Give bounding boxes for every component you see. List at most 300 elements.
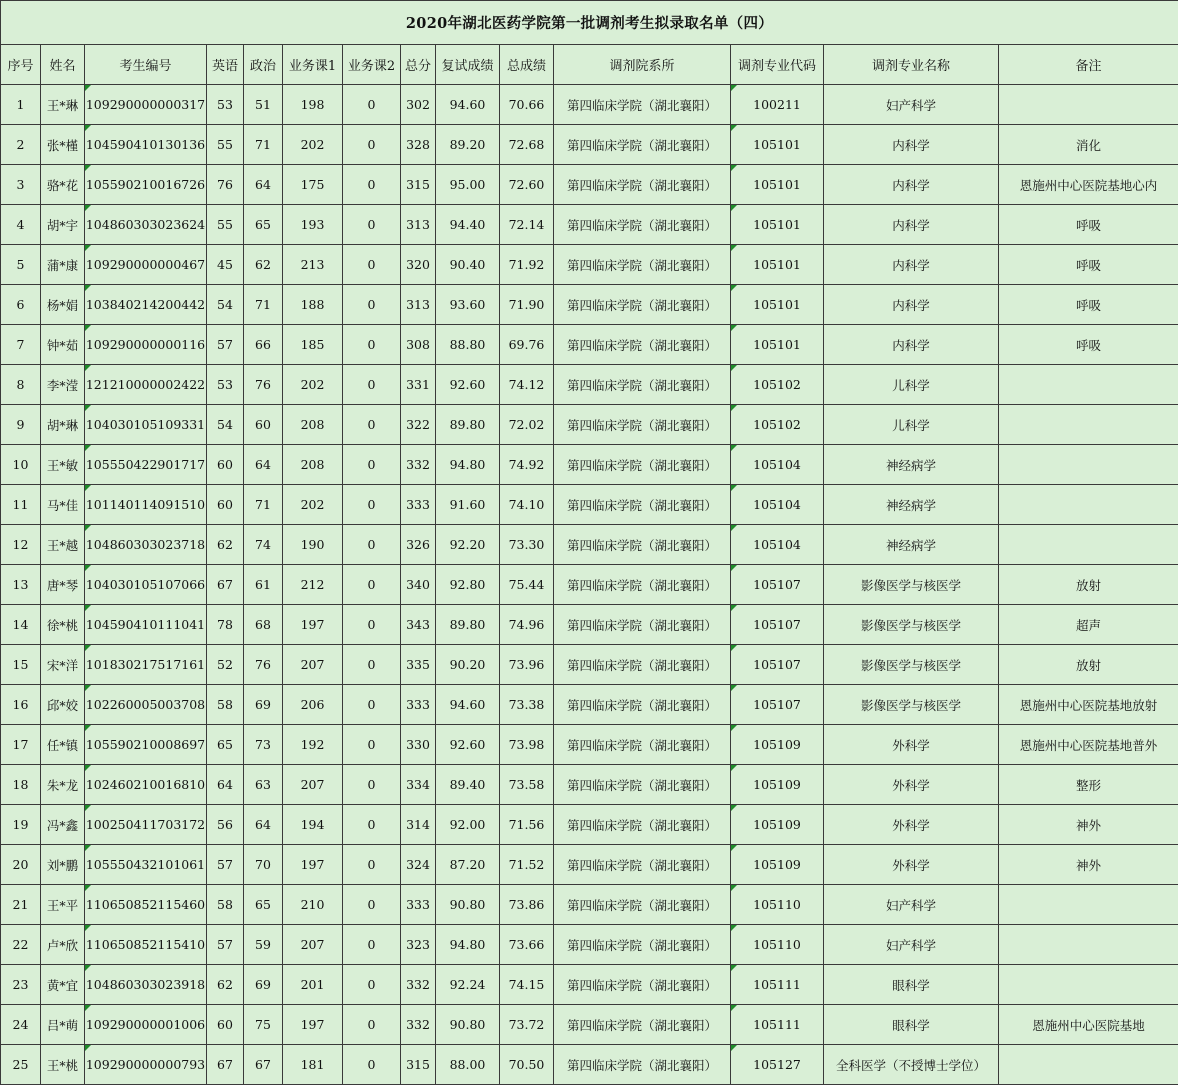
cell-total[interactable]: 333 bbox=[401, 485, 436, 525]
cell-seq[interactable]: 20 bbox=[1, 845, 41, 885]
cell-final-score[interactable]: 74.92 bbox=[500, 445, 554, 485]
cell-total[interactable]: 343 bbox=[401, 605, 436, 645]
cell-name[interactable]: 王*桃 bbox=[41, 1045, 85, 1085]
cell-major-code[interactable]: 105101 bbox=[731, 325, 824, 365]
cell-retest-score[interactable]: 93.60 bbox=[436, 285, 500, 325]
cell-remark[interactable] bbox=[999, 1045, 1178, 1085]
cell-politics[interactable]: 59 bbox=[244, 925, 283, 965]
cell-english[interactable]: 62 bbox=[207, 965, 244, 1005]
cell-remark[interactable]: 超声 bbox=[999, 605, 1178, 645]
cell-english[interactable]: 64 bbox=[207, 765, 244, 805]
cell-course1[interactable]: 193 bbox=[283, 205, 343, 245]
cell-course2[interactable]: 0 bbox=[343, 645, 401, 685]
cell-retest-score[interactable]: 92.20 bbox=[436, 525, 500, 565]
cell-exam-id[interactable]: 102460210016810 bbox=[85, 765, 207, 805]
cell-major-name[interactable]: 神经病学 bbox=[824, 525, 999, 565]
cell-exam-id[interactable]: 104860303023718 bbox=[85, 525, 207, 565]
cell-course2[interactable]: 0 bbox=[343, 445, 401, 485]
cell-total[interactable]: 322 bbox=[401, 405, 436, 445]
cell-department[interactable]: 第四临床学院（湖北襄阳） bbox=[554, 645, 731, 685]
cell-department[interactable]: 第四临床学院（湖北襄阳） bbox=[554, 565, 731, 605]
cell-politics[interactable]: 70 bbox=[244, 845, 283, 885]
cell-total[interactable]: 315 bbox=[401, 165, 436, 205]
cell-final-score[interactable]: 72.60 bbox=[500, 165, 554, 205]
cell-name[interactable]: 胡*琳 bbox=[41, 405, 85, 445]
cell-exam-id[interactable]: 121210000002422 bbox=[85, 365, 207, 405]
cell-politics[interactable]: 51 bbox=[244, 85, 283, 125]
cell-english[interactable]: 78 bbox=[207, 605, 244, 645]
cell-major-name[interactable]: 影像医学与核医学 bbox=[824, 605, 999, 645]
cell-name[interactable]: 王*琳 bbox=[41, 85, 85, 125]
cell-total[interactable]: 340 bbox=[401, 565, 436, 605]
cell-total[interactable]: 328 bbox=[401, 125, 436, 165]
cell-retest-score[interactable]: 94.60 bbox=[436, 85, 500, 125]
cell-final-score[interactable]: 73.96 bbox=[500, 645, 554, 685]
cell-remark[interactable]: 整形 bbox=[999, 765, 1178, 805]
cell-department[interactable]: 第四临床学院（湖北襄阳） bbox=[554, 245, 731, 285]
cell-english[interactable]: 57 bbox=[207, 325, 244, 365]
cell-department[interactable]: 第四临床学院（湖北襄阳） bbox=[554, 885, 731, 925]
cell-major-name[interactable]: 内科学 bbox=[824, 205, 999, 245]
cell-major-code[interactable]: 105111 bbox=[731, 965, 824, 1005]
cell-course2[interactable]: 0 bbox=[343, 805, 401, 845]
cell-department[interactable]: 第四临床学院（湖北襄阳） bbox=[554, 85, 731, 125]
cell-major-code[interactable]: 105127 bbox=[731, 1045, 824, 1085]
cell-retest-score[interactable]: 94.80 bbox=[436, 445, 500, 485]
cell-final-score[interactable]: 73.38 bbox=[500, 685, 554, 725]
cell-exam-id[interactable]: 104860303023624 bbox=[85, 205, 207, 245]
cell-final-score[interactable]: 71.92 bbox=[500, 245, 554, 285]
cell-seq[interactable]: 22 bbox=[1, 925, 41, 965]
cell-politics[interactable]: 73 bbox=[244, 725, 283, 765]
cell-major-name[interactable]: 内科学 bbox=[824, 325, 999, 365]
cell-department[interactable]: 第四临床学院（湖北襄阳） bbox=[554, 725, 731, 765]
cell-name[interactable]: 李*滢 bbox=[41, 365, 85, 405]
cell-total[interactable]: 313 bbox=[401, 205, 436, 245]
cell-course1[interactable]: 212 bbox=[283, 565, 343, 605]
cell-seq[interactable]: 23 bbox=[1, 965, 41, 1005]
cell-english[interactable]: 54 bbox=[207, 285, 244, 325]
cell-politics[interactable]: 62 bbox=[244, 245, 283, 285]
header-exam-id[interactable]: 考生编号 bbox=[85, 45, 207, 85]
cell-politics[interactable]: 71 bbox=[244, 285, 283, 325]
cell-major-code[interactable]: 105111 bbox=[731, 1005, 824, 1045]
cell-retest-score[interactable]: 90.80 bbox=[436, 885, 500, 925]
cell-seq[interactable]: 4 bbox=[1, 205, 41, 245]
cell-major-code[interactable]: 105107 bbox=[731, 685, 824, 725]
cell-major-name[interactable]: 外科学 bbox=[824, 805, 999, 845]
cell-retest-score[interactable]: 92.80 bbox=[436, 565, 500, 605]
cell-course1[interactable]: 202 bbox=[283, 485, 343, 525]
cell-seq[interactable]: 11 bbox=[1, 485, 41, 525]
cell-english[interactable]: 53 bbox=[207, 85, 244, 125]
cell-politics[interactable]: 64 bbox=[244, 445, 283, 485]
cell-politics[interactable]: 69 bbox=[244, 965, 283, 1005]
cell-seq[interactable]: 13 bbox=[1, 565, 41, 605]
cell-department[interactable]: 第四临床学院（湖北襄阳） bbox=[554, 165, 731, 205]
cell-major-code[interactable]: 105104 bbox=[731, 445, 824, 485]
cell-retest-score[interactable]: 94.60 bbox=[436, 685, 500, 725]
cell-major-code[interactable]: 105107 bbox=[731, 605, 824, 645]
cell-major-code[interactable]: 105101 bbox=[731, 285, 824, 325]
cell-retest-score[interactable]: 90.40 bbox=[436, 245, 500, 285]
header-politics[interactable]: 政治 bbox=[244, 45, 283, 85]
cell-retest-score[interactable]: 89.80 bbox=[436, 405, 500, 445]
cell-total[interactable]: 332 bbox=[401, 1005, 436, 1045]
cell-english[interactable]: 54 bbox=[207, 405, 244, 445]
cell-seq[interactable]: 24 bbox=[1, 1005, 41, 1045]
cell-name[interactable]: 胡*宇 bbox=[41, 205, 85, 245]
cell-major-code[interactable]: 105102 bbox=[731, 365, 824, 405]
cell-course2[interactable]: 0 bbox=[343, 765, 401, 805]
cell-politics[interactable]: 68 bbox=[244, 605, 283, 645]
cell-exam-id[interactable]: 104590410130136 bbox=[85, 125, 207, 165]
cell-exam-id[interactable]: 100250411703172 bbox=[85, 805, 207, 845]
cell-exam-id[interactable]: 102260005003708 bbox=[85, 685, 207, 725]
cell-department[interactable]: 第四临床学院（湖北襄阳） bbox=[554, 965, 731, 1005]
cell-exam-id[interactable]: 105550432101061 bbox=[85, 845, 207, 885]
cell-major-code[interactable]: 105101 bbox=[731, 205, 824, 245]
cell-exam-id[interactable]: 109290000000467 bbox=[85, 245, 207, 285]
cell-major-name[interactable]: 内科学 bbox=[824, 165, 999, 205]
cell-seq[interactable]: 21 bbox=[1, 885, 41, 925]
cell-name[interactable]: 冯*鑫 bbox=[41, 805, 85, 845]
cell-course1[interactable]: 185 bbox=[283, 325, 343, 365]
cell-english[interactable]: 56 bbox=[207, 805, 244, 845]
cell-name[interactable]: 黄*宜 bbox=[41, 965, 85, 1005]
cell-remark[interactable]: 神外 bbox=[999, 845, 1178, 885]
cell-retest-score[interactable]: 90.80 bbox=[436, 1005, 500, 1045]
cell-final-score[interactable]: 73.66 bbox=[500, 925, 554, 965]
cell-remark[interactable] bbox=[999, 525, 1178, 565]
cell-department[interactable]: 第四临床学院（湖北襄阳） bbox=[554, 1005, 731, 1045]
cell-politics[interactable]: 66 bbox=[244, 325, 283, 365]
cell-course1[interactable]: 213 bbox=[283, 245, 343, 285]
cell-seq[interactable]: 16 bbox=[1, 685, 41, 725]
cell-department[interactable]: 第四临床学院（湖北襄阳） bbox=[554, 325, 731, 365]
cell-total[interactable]: 313 bbox=[401, 285, 436, 325]
cell-retest-score[interactable]: 92.60 bbox=[436, 365, 500, 405]
cell-english[interactable]: 60 bbox=[207, 1005, 244, 1045]
cell-politics[interactable]: 64 bbox=[244, 165, 283, 205]
cell-major-name[interactable]: 妇产科学 bbox=[824, 85, 999, 125]
cell-major-code[interactable]: 105109 bbox=[731, 725, 824, 765]
cell-english[interactable]: 55 bbox=[207, 205, 244, 245]
cell-major-code[interactable]: 105109 bbox=[731, 845, 824, 885]
cell-politics[interactable]: 67 bbox=[244, 1045, 283, 1085]
cell-final-score[interactable]: 71.52 bbox=[500, 845, 554, 885]
cell-name[interactable]: 任*镇 bbox=[41, 725, 85, 765]
sheet-title[interactable]: 2020年湖北医药学院第一批调剂考生拟录取名单（四） bbox=[1, 1, 1178, 45]
cell-seq[interactable]: 7 bbox=[1, 325, 41, 365]
cell-seq[interactable]: 2 bbox=[1, 125, 41, 165]
cell-politics[interactable]: 61 bbox=[244, 565, 283, 605]
cell-department[interactable]: 第四临床学院（湖北襄阳） bbox=[554, 125, 731, 165]
cell-total[interactable]: 324 bbox=[401, 845, 436, 885]
cell-final-score[interactable]: 73.86 bbox=[500, 885, 554, 925]
cell-remark[interactable]: 恩施州中心医院基地心内 bbox=[999, 165, 1178, 205]
cell-course1[interactable]: 190 bbox=[283, 525, 343, 565]
cell-remark[interactable] bbox=[999, 85, 1178, 125]
cell-retest-score[interactable]: 92.24 bbox=[436, 965, 500, 1005]
cell-course2[interactable]: 0 bbox=[343, 405, 401, 445]
cell-name[interactable]: 邱*姣 bbox=[41, 685, 85, 725]
cell-english[interactable]: 67 bbox=[207, 1045, 244, 1085]
header-final-score[interactable]: 总成绩 bbox=[500, 45, 554, 85]
cell-course2[interactable]: 0 bbox=[343, 125, 401, 165]
cell-name[interactable]: 钟*茹 bbox=[41, 325, 85, 365]
cell-course2[interactable]: 0 bbox=[343, 85, 401, 125]
cell-final-score[interactable]: 71.56 bbox=[500, 805, 554, 845]
cell-exam-id[interactable]: 109290000000317 bbox=[85, 85, 207, 125]
cell-major-name[interactable]: 儿科学 bbox=[824, 405, 999, 445]
cell-english[interactable]: 55 bbox=[207, 125, 244, 165]
cell-final-score[interactable]: 74.10 bbox=[500, 485, 554, 525]
cell-remark[interactable]: 恩施州中心医院基地普外 bbox=[999, 725, 1178, 765]
cell-politics[interactable]: 69 bbox=[244, 685, 283, 725]
cell-total[interactable]: 334 bbox=[401, 765, 436, 805]
cell-remark[interactable]: 消化 bbox=[999, 125, 1178, 165]
cell-major-name[interactable]: 神经病学 bbox=[824, 485, 999, 525]
cell-course1[interactable]: 175 bbox=[283, 165, 343, 205]
cell-department[interactable]: 第四临床学院（湖北襄阳） bbox=[554, 925, 731, 965]
cell-course2[interactable]: 0 bbox=[343, 565, 401, 605]
cell-politics[interactable]: 65 bbox=[244, 205, 283, 245]
cell-total[interactable]: 332 bbox=[401, 445, 436, 485]
cell-course2[interactable]: 0 bbox=[343, 1005, 401, 1045]
cell-remark[interactable]: 呼吸 bbox=[999, 205, 1178, 245]
cell-english[interactable]: 58 bbox=[207, 885, 244, 925]
cell-major-code[interactable]: 105107 bbox=[731, 565, 824, 605]
cell-major-code[interactable]: 105101 bbox=[731, 245, 824, 285]
cell-exam-id[interactable]: 109290000001006 bbox=[85, 1005, 207, 1045]
cell-retest-score[interactable]: 91.60 bbox=[436, 485, 500, 525]
cell-final-score[interactable]: 74.12 bbox=[500, 365, 554, 405]
cell-major-name[interactable]: 妇产科学 bbox=[824, 885, 999, 925]
cell-course2[interactable]: 0 bbox=[343, 925, 401, 965]
cell-politics[interactable]: 64 bbox=[244, 805, 283, 845]
cell-major-code[interactable]: 105104 bbox=[731, 485, 824, 525]
cell-exam-id[interactable]: 104030105107066 bbox=[85, 565, 207, 605]
cell-final-score[interactable]: 73.72 bbox=[500, 1005, 554, 1045]
cell-department[interactable]: 第四临床学院（湖北襄阳） bbox=[554, 365, 731, 405]
cell-final-score[interactable]: 70.66 bbox=[500, 85, 554, 125]
cell-final-score[interactable]: 72.14 bbox=[500, 205, 554, 245]
cell-english[interactable]: 60 bbox=[207, 485, 244, 525]
header-course1[interactable]: 业务课1 bbox=[283, 45, 343, 85]
cell-total[interactable]: 333 bbox=[401, 885, 436, 925]
cell-department[interactable]: 第四临床学院（湖北襄阳） bbox=[554, 805, 731, 845]
cell-major-name[interactable]: 全科医学（不授博士学位） bbox=[824, 1045, 999, 1085]
cell-final-score[interactable]: 74.96 bbox=[500, 605, 554, 645]
cell-major-name[interactable]: 外科学 bbox=[824, 845, 999, 885]
cell-exam-id[interactable]: 104590410111041 bbox=[85, 605, 207, 645]
cell-remark[interactable]: 神外 bbox=[999, 805, 1178, 845]
cell-retest-score[interactable]: 92.00 bbox=[436, 805, 500, 845]
cell-course1[interactable]: 207 bbox=[283, 925, 343, 965]
cell-politics[interactable]: 63 bbox=[244, 765, 283, 805]
cell-total[interactable]: 330 bbox=[401, 725, 436, 765]
cell-final-score[interactable]: 71.90 bbox=[500, 285, 554, 325]
cell-exam-id[interactable]: 110650852115410 bbox=[85, 925, 207, 965]
cell-exam-id[interactable]: 104030105109331 bbox=[85, 405, 207, 445]
cell-exam-id[interactable]: 109290000000793 bbox=[85, 1045, 207, 1085]
cell-total[interactable]: 326 bbox=[401, 525, 436, 565]
cell-major-code[interactable]: 105109 bbox=[731, 765, 824, 805]
cell-major-name[interactable]: 内科学 bbox=[824, 285, 999, 325]
cell-name[interactable]: 张*槿 bbox=[41, 125, 85, 165]
cell-course2[interactable]: 0 bbox=[343, 605, 401, 645]
header-english[interactable]: 英语 bbox=[207, 45, 244, 85]
cell-final-score[interactable]: 73.58 bbox=[500, 765, 554, 805]
cell-major-code[interactable]: 105101 bbox=[731, 125, 824, 165]
header-department[interactable]: 调剂院系所 bbox=[554, 45, 731, 85]
cell-name[interactable]: 骆*花 bbox=[41, 165, 85, 205]
cell-name[interactable]: 蒲*康 bbox=[41, 245, 85, 285]
cell-seq[interactable]: 6 bbox=[1, 285, 41, 325]
cell-politics[interactable]: 71 bbox=[244, 125, 283, 165]
cell-politics[interactable]: 74 bbox=[244, 525, 283, 565]
cell-remark[interactable]: 放射 bbox=[999, 645, 1178, 685]
cell-course2[interactable]: 0 bbox=[343, 965, 401, 1005]
cell-total[interactable]: 323 bbox=[401, 925, 436, 965]
cell-department[interactable]: 第四临床学院（湖北襄阳） bbox=[554, 525, 731, 565]
cell-seq[interactable]: 18 bbox=[1, 765, 41, 805]
cell-english[interactable]: 57 bbox=[207, 845, 244, 885]
cell-department[interactable]: 第四临床学院（湖北襄阳） bbox=[554, 685, 731, 725]
cell-final-score[interactable]: 73.98 bbox=[500, 725, 554, 765]
cell-name[interactable]: 王*平 bbox=[41, 885, 85, 925]
cell-course2[interactable]: 0 bbox=[343, 845, 401, 885]
cell-exam-id[interactable]: 101140114091510 bbox=[85, 485, 207, 525]
cell-total[interactable]: 308 bbox=[401, 325, 436, 365]
cell-seq[interactable]: 3 bbox=[1, 165, 41, 205]
cell-course2[interactable]: 0 bbox=[343, 525, 401, 565]
cell-major-name[interactable]: 眼科学 bbox=[824, 1005, 999, 1045]
cell-retest-score[interactable]: 94.40 bbox=[436, 205, 500, 245]
cell-department[interactable]: 第四临床学院（湖北襄阳） bbox=[554, 1045, 731, 1085]
cell-total[interactable]: 302 bbox=[401, 85, 436, 125]
cell-major-name[interactable]: 妇产科学 bbox=[824, 925, 999, 965]
cell-name[interactable]: 朱*龙 bbox=[41, 765, 85, 805]
cell-total[interactable]: 335 bbox=[401, 645, 436, 685]
cell-final-score[interactable]: 69.76 bbox=[500, 325, 554, 365]
cell-name[interactable]: 马*佳 bbox=[41, 485, 85, 525]
cell-course1[interactable]: 181 bbox=[283, 1045, 343, 1085]
cell-remark[interactable] bbox=[999, 885, 1178, 925]
cell-english[interactable]: 60 bbox=[207, 445, 244, 485]
cell-exam-id[interactable]: 105590210016726 bbox=[85, 165, 207, 205]
cell-seq[interactable]: 14 bbox=[1, 605, 41, 645]
cell-major-name[interactable]: 神经病学 bbox=[824, 445, 999, 485]
cell-major-name[interactable]: 影像医学与核医学 bbox=[824, 565, 999, 605]
cell-remark[interactable] bbox=[999, 485, 1178, 525]
cell-course2[interactable]: 0 bbox=[343, 485, 401, 525]
cell-course1[interactable]: 208 bbox=[283, 445, 343, 485]
cell-course1[interactable]: 197 bbox=[283, 605, 343, 645]
cell-remark[interactable] bbox=[999, 925, 1178, 965]
header-remark[interactable]: 备注 bbox=[999, 45, 1178, 85]
cell-course1[interactable]: 210 bbox=[283, 885, 343, 925]
cell-major-code[interactable]: 105110 bbox=[731, 925, 824, 965]
cell-course2[interactable]: 0 bbox=[343, 245, 401, 285]
cell-name[interactable]: 吕*萌 bbox=[41, 1005, 85, 1045]
cell-english[interactable]: 76 bbox=[207, 165, 244, 205]
cell-course1[interactable]: 207 bbox=[283, 645, 343, 685]
cell-name[interactable]: 王*敏 bbox=[41, 445, 85, 485]
cell-major-code[interactable]: 105102 bbox=[731, 405, 824, 445]
cell-name[interactable]: 王*越 bbox=[41, 525, 85, 565]
cell-department[interactable]: 第四临床学院（湖北襄阳） bbox=[554, 765, 731, 805]
header-name[interactable]: 姓名 bbox=[41, 45, 85, 85]
cell-english[interactable]: 52 bbox=[207, 645, 244, 685]
cell-major-name[interactable]: 外科学 bbox=[824, 725, 999, 765]
cell-course2[interactable]: 0 bbox=[343, 285, 401, 325]
cell-retest-score[interactable]: 89.20 bbox=[436, 125, 500, 165]
cell-major-name[interactable]: 眼科学 bbox=[824, 965, 999, 1005]
cell-course1[interactable]: 201 bbox=[283, 965, 343, 1005]
cell-english[interactable]: 57 bbox=[207, 925, 244, 965]
cell-name[interactable]: 卢*欣 bbox=[41, 925, 85, 965]
cell-course1[interactable]: 197 bbox=[283, 845, 343, 885]
cell-seq[interactable]: 8 bbox=[1, 365, 41, 405]
header-major-name[interactable]: 调剂专业名称 bbox=[824, 45, 999, 85]
header-retest-score[interactable]: 复试成绩 bbox=[436, 45, 500, 85]
cell-major-code[interactable]: 100211 bbox=[731, 85, 824, 125]
cell-english[interactable]: 65 bbox=[207, 725, 244, 765]
cell-seq[interactable]: 17 bbox=[1, 725, 41, 765]
cell-exam-id[interactable]: 104860303023918 bbox=[85, 965, 207, 1005]
cell-remark[interactable]: 呼吸 bbox=[999, 285, 1178, 325]
cell-exam-id[interactable]: 105550422901717 bbox=[85, 445, 207, 485]
cell-seq[interactable]: 12 bbox=[1, 525, 41, 565]
cell-name[interactable]: 徐*桃 bbox=[41, 605, 85, 645]
cell-retest-score[interactable]: 90.20 bbox=[436, 645, 500, 685]
cell-remark[interactable]: 呼吸 bbox=[999, 245, 1178, 285]
cell-final-score[interactable]: 70.50 bbox=[500, 1045, 554, 1085]
cell-name[interactable]: 唐*琴 bbox=[41, 565, 85, 605]
cell-retest-score[interactable]: 88.80 bbox=[436, 325, 500, 365]
cell-final-score[interactable]: 73.30 bbox=[500, 525, 554, 565]
cell-retest-score[interactable]: 87.20 bbox=[436, 845, 500, 885]
cell-exam-id[interactable]: 110650852115460 bbox=[85, 885, 207, 925]
cell-exam-id[interactable]: 105590210008697 bbox=[85, 725, 207, 765]
cell-course1[interactable]: 192 bbox=[283, 725, 343, 765]
cell-course2[interactable]: 0 bbox=[343, 725, 401, 765]
cell-english[interactable]: 45 bbox=[207, 245, 244, 285]
cell-course1[interactable]: 206 bbox=[283, 685, 343, 725]
cell-department[interactable]: 第四临床学院（湖北襄阳） bbox=[554, 205, 731, 245]
cell-remark[interactable]: 恩施州中心医院基地 bbox=[999, 1005, 1178, 1045]
cell-major-code[interactable]: 105110 bbox=[731, 885, 824, 925]
cell-course2[interactable]: 0 bbox=[343, 205, 401, 245]
cell-exam-id[interactable]: 109290000000116 bbox=[85, 325, 207, 365]
cell-major-name[interactable]: 外科学 bbox=[824, 765, 999, 805]
cell-course2[interactable]: 0 bbox=[343, 885, 401, 925]
cell-total[interactable]: 320 bbox=[401, 245, 436, 285]
cell-course1[interactable]: 198 bbox=[283, 85, 343, 125]
cell-seq[interactable]: 19 bbox=[1, 805, 41, 845]
cell-major-code[interactable]: 105101 bbox=[731, 165, 824, 205]
cell-major-name[interactable]: 影像医学与核医学 bbox=[824, 645, 999, 685]
cell-politics[interactable]: 65 bbox=[244, 885, 283, 925]
cell-retest-score[interactable]: 92.60 bbox=[436, 725, 500, 765]
cell-seq[interactable]: 9 bbox=[1, 405, 41, 445]
header-seq[interactable]: 序号 bbox=[1, 45, 41, 85]
cell-course1[interactable]: 208 bbox=[283, 405, 343, 445]
cell-english[interactable]: 58 bbox=[207, 685, 244, 725]
cell-department[interactable]: 第四临床学院（湖北襄阳） bbox=[554, 285, 731, 325]
